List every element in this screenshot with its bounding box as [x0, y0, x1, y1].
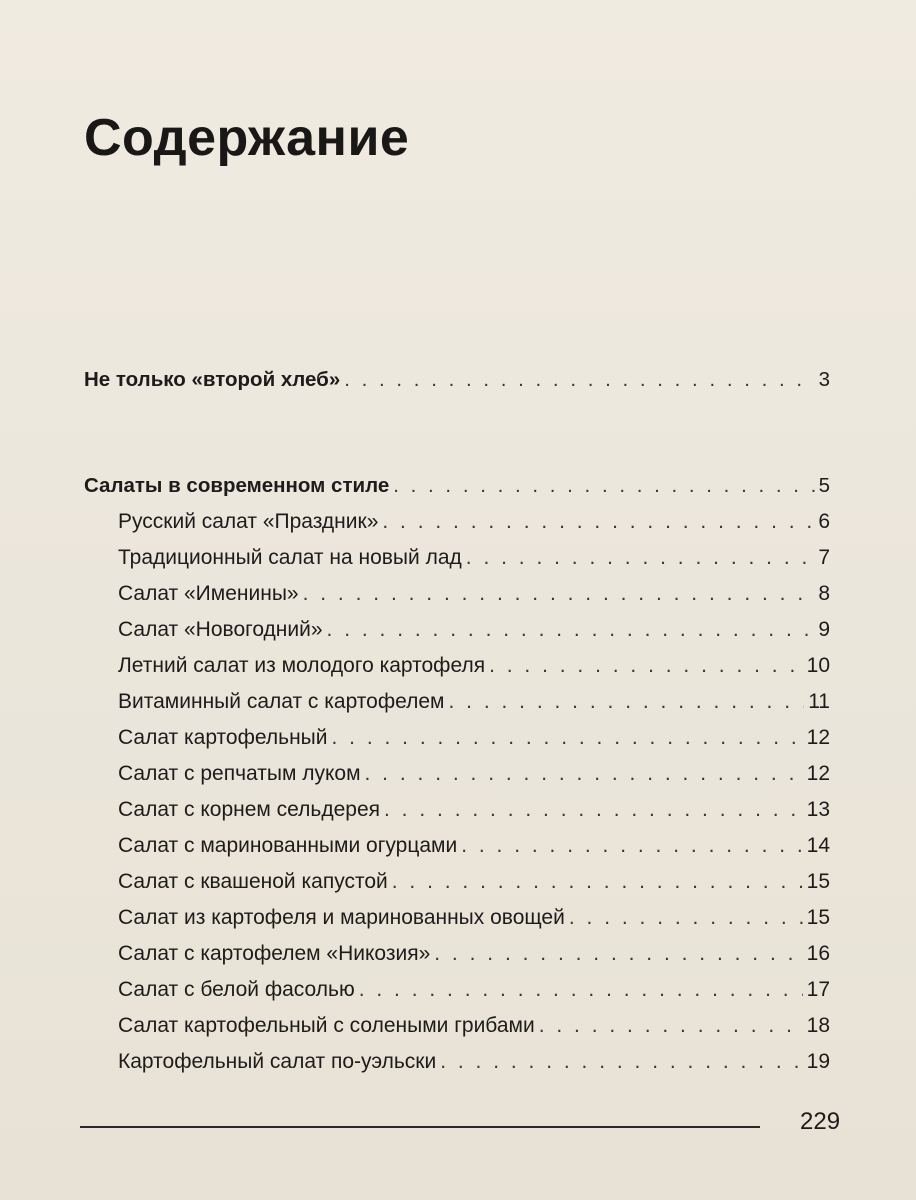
toc-section-label: Не только «второй хлеб» [84, 368, 341, 391]
toc-item [84, 576, 830, 612]
dot-leader [365, 756, 803, 792]
toc-page-number: 5 [818, 474, 830, 497]
dot-leader [489, 648, 803, 684]
dot-leader [449, 684, 805, 720]
toc-item-label: Витаминный салат с картофелем [118, 690, 445, 713]
dot-leader [392, 864, 803, 900]
toc-item-label: Традиционный салат на новый лад [118, 546, 462, 569]
dot-leader [434, 936, 802, 972]
toc-item [84, 1008, 830, 1044]
toc-item [84, 972, 830, 1008]
toc-section-entry [84, 468, 830, 504]
toc-page-number: 19 [806, 1050, 830, 1073]
toc-item [84, 900, 830, 936]
dot-leader [327, 612, 815, 648]
toc-item [84, 540, 830, 576]
dot-leader [393, 468, 814, 504]
toc-item-label: Салат с корнем сельдерея [118, 798, 381, 821]
toc-item [84, 720, 830, 756]
toc-page-number: 3 [818, 368, 830, 391]
toc-item-label: Салат с квашеной капустой [118, 870, 388, 893]
toc-item-label: Салат с маринованными огурцами [118, 834, 458, 857]
toc-item [84, 936, 830, 972]
toc-item-label: Салат из картофеля и маринованных овощей [118, 906, 565, 929]
toc-item [84, 612, 830, 648]
toc-page-number: 16 [806, 942, 830, 965]
toc-item-label: Летний салат из молодого картофеля [118, 654, 486, 677]
toc-item [84, 756, 830, 792]
toc-page-number: 6 [818, 510, 830, 533]
toc-page-number: 15 [806, 870, 830, 893]
toc-item [84, 792, 830, 828]
toc-page-number: 13 [806, 798, 830, 821]
toc-page-number: 10 [806, 654, 830, 677]
dot-leader [466, 540, 815, 576]
dot-leader [440, 1044, 802, 1080]
toc-item [84, 504, 830, 540]
toc-item-label: Картофельный салат по-уэльски [118, 1050, 437, 1073]
toc-page-number: 7 [818, 546, 830, 569]
dot-leader [569, 900, 803, 936]
page-number: 229 [800, 1108, 841, 1135]
toc-item-label: Салат с белой фасолью [118, 978, 355, 1001]
dot-leader [344, 362, 814, 398]
toc-item [84, 1044, 830, 1080]
toc-page-number: 9 [818, 618, 830, 641]
toc-section-label: Салаты в современном стиле [84, 474, 390, 497]
toc-page-number: 14 [806, 834, 830, 857]
table-of-contents [84, 362, 830, 1080]
footer-rule [80, 1126, 760, 1128]
toc-item-label: Русский салат «Праздник» [118, 510, 379, 533]
toc-page-number: 8 [818, 582, 830, 605]
toc-page-number: 12 [806, 762, 830, 785]
toc-item-label: Салат картофельный [118, 726, 328, 749]
toc-item-label: Салат с картофелем «Никозия» [118, 942, 431, 965]
toc-item [84, 684, 830, 720]
toc-page-number: 18 [806, 1014, 830, 1037]
dot-leader [384, 792, 803, 828]
dot-leader [461, 828, 802, 864]
toc-page-number: 17 [806, 978, 830, 1001]
dot-leader [303, 576, 815, 612]
toc-page-number: 12 [806, 726, 830, 749]
toc-page-number: 11 [808, 690, 830, 713]
dot-leader [382, 504, 814, 540]
toc-page-number: 15 [806, 906, 830, 929]
toc-item-label: Салат картофельный с солеными грибами [118, 1014, 535, 1037]
toc-item-label: Салат «Именины» [118, 582, 299, 605]
dot-leader [539, 1008, 803, 1044]
toc-item-label: Салат с репчатым луком [118, 762, 361, 785]
toc-item [84, 828, 830, 864]
toc-item [84, 648, 830, 684]
toc-section-entry [84, 362, 830, 398]
page-title: Содержание [84, 109, 410, 167]
toc-item-label: Салат «Новогодний» [118, 618, 323, 641]
dot-leader [332, 720, 803, 756]
toc-item [84, 864, 830, 900]
dot-leader [359, 972, 803, 1008]
